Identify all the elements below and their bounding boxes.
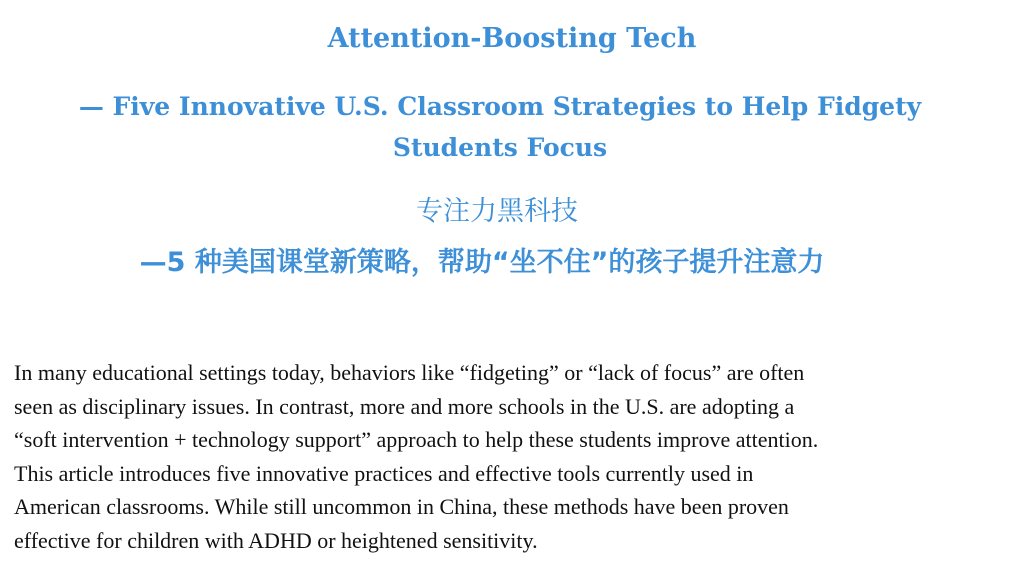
paragraph-line: “soft intervention + technology support” approach to help these students improve attention. (14, 427, 819, 452)
document-subtitle-english: — Five Innovative U.S. Classroom Strategies to Help Fidgety Students Focus (78, 92, 922, 162)
intro-paragraph (14, 356, 994, 557)
paragraph-line: American classrooms. While still uncommon in China, these methods have been proven (14, 494, 789, 519)
paragraph-line: seen as disciplinary issues. In contrast, more and more schools in the U.S. are adopting a (14, 393, 795, 419)
paragraph-line: In many educational settings today, behaviors like “fidgeting” or “lack of focus” are often (14, 360, 805, 385)
paragraph-line: This article introduces five innovative practices and effective tools currently used in (14, 460, 754, 486)
document-title-english: Attention-Boosting Tech (327, 23, 697, 54)
document-title-chinese: 专注力黑科技 (416, 196, 578, 227)
paragraph-line: effective for children with ADHD or heightened sensitivity. (14, 527, 538, 553)
document-subtitle-chinese: —5 种美国课堂新策略，帮助“坐不住”的孩子提升注意力 (139, 247, 825, 278)
